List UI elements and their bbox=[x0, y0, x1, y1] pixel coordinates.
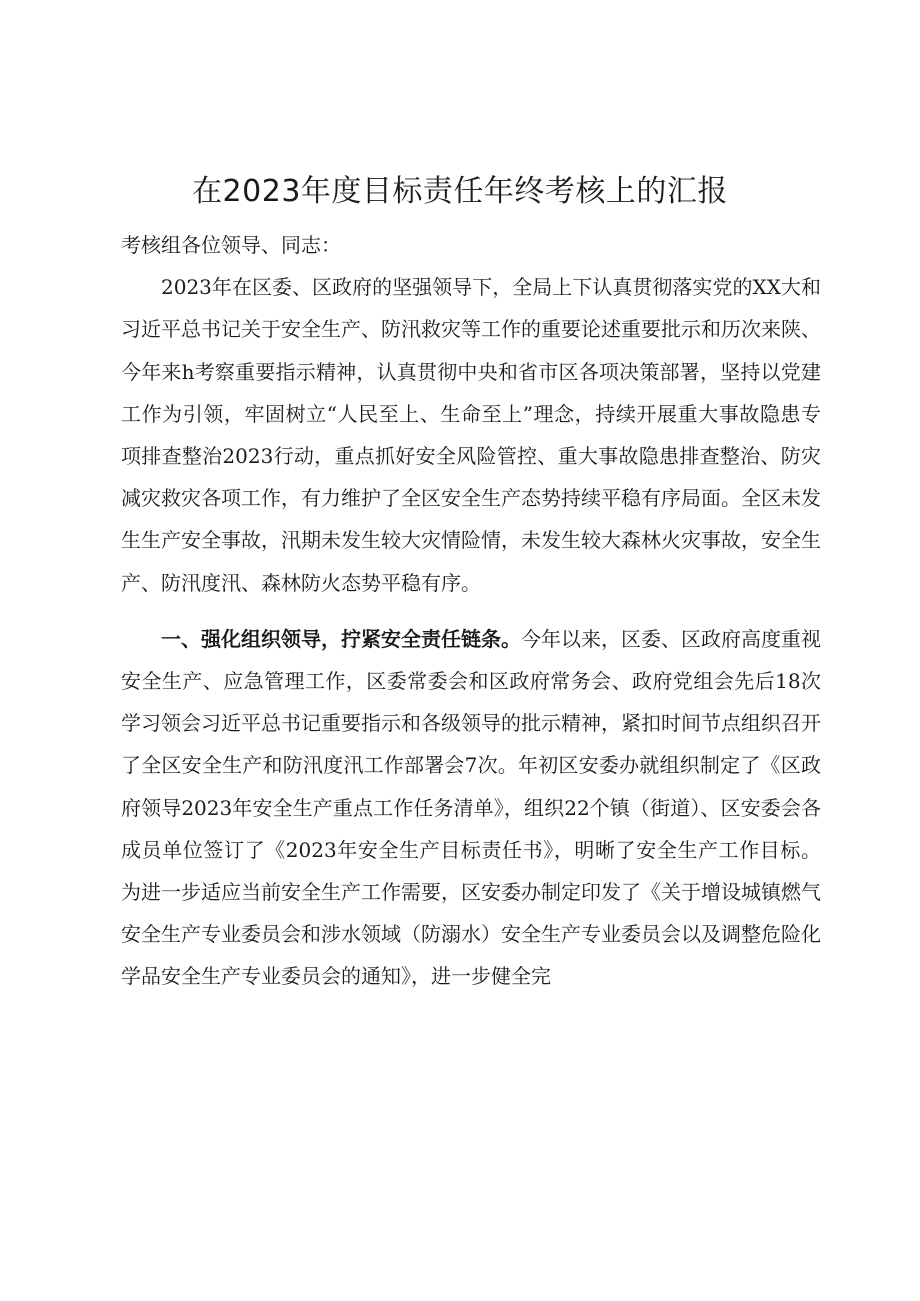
document-title: 在2023年度目标责任年终考核上的汇报 bbox=[192, 174, 728, 209]
section-body: 今年以来，区委、区政府高度重视安全生产、应急管理工作，区委常委会和区政府常务会、政府党组会先后18次学习领会习近平总书记重要指示和各级领导的批示精神，紧扣时间节点组织召开了全区安全生产和防汛度汛工作部署会7次。年初区安委办就组织制定了《区政府领导2023年安全生产重点工作任务清单》，组织22个镇（街道）、区安委会各成员单位签订了《2023年安全生产目标责任书》，明晰了安全生产工作目标。为进一步适应当前安全生产工作需要，区安委办制定印发了《关于增设城镇燃气安全生产专业委员会和涉水领域（防溺水）安全生产专业委员会以及调整危险化学品安全生产专业委员会的通知》，进一步健全完 bbox=[121, 626, 821, 989]
paragraph-section-1 bbox=[121, 618, 821, 998]
salutation: 考核组各位领导、同志： bbox=[121, 233, 341, 257]
document-body bbox=[121, 224, 821, 998]
paragraph-intro: 2023年在区委、区政府的坚强领导下，全局上下认真贯彻落实党的XX大和习近平总书记关于安全生产、防汛救灾等工作的重要论述重要批示和历次来陕、今年来h考察重要指示精神，认真贯彻中央和省市区各项决策部署，坚持以党建工作为引领，牢固树立“人民至上、生命至上”理念，持续开展重大事故隐患专项排查整治2023行动，重点抓好安全风险管控、重大事故隐患排查整治、防灾减灾救灾各项工作，有力维护了全区安全生产态势持续平稳有序局面。全区未发生生产安全事故，汛期未发生较大灾情险情，未发生较大森林火灾事故，安全生产、防汛度汛、森林防火态势平稳有序。 bbox=[121, 275, 821, 595]
section-heading: 一、强化组织领导，拧紧安全责任链条。 bbox=[161, 626, 521, 651]
